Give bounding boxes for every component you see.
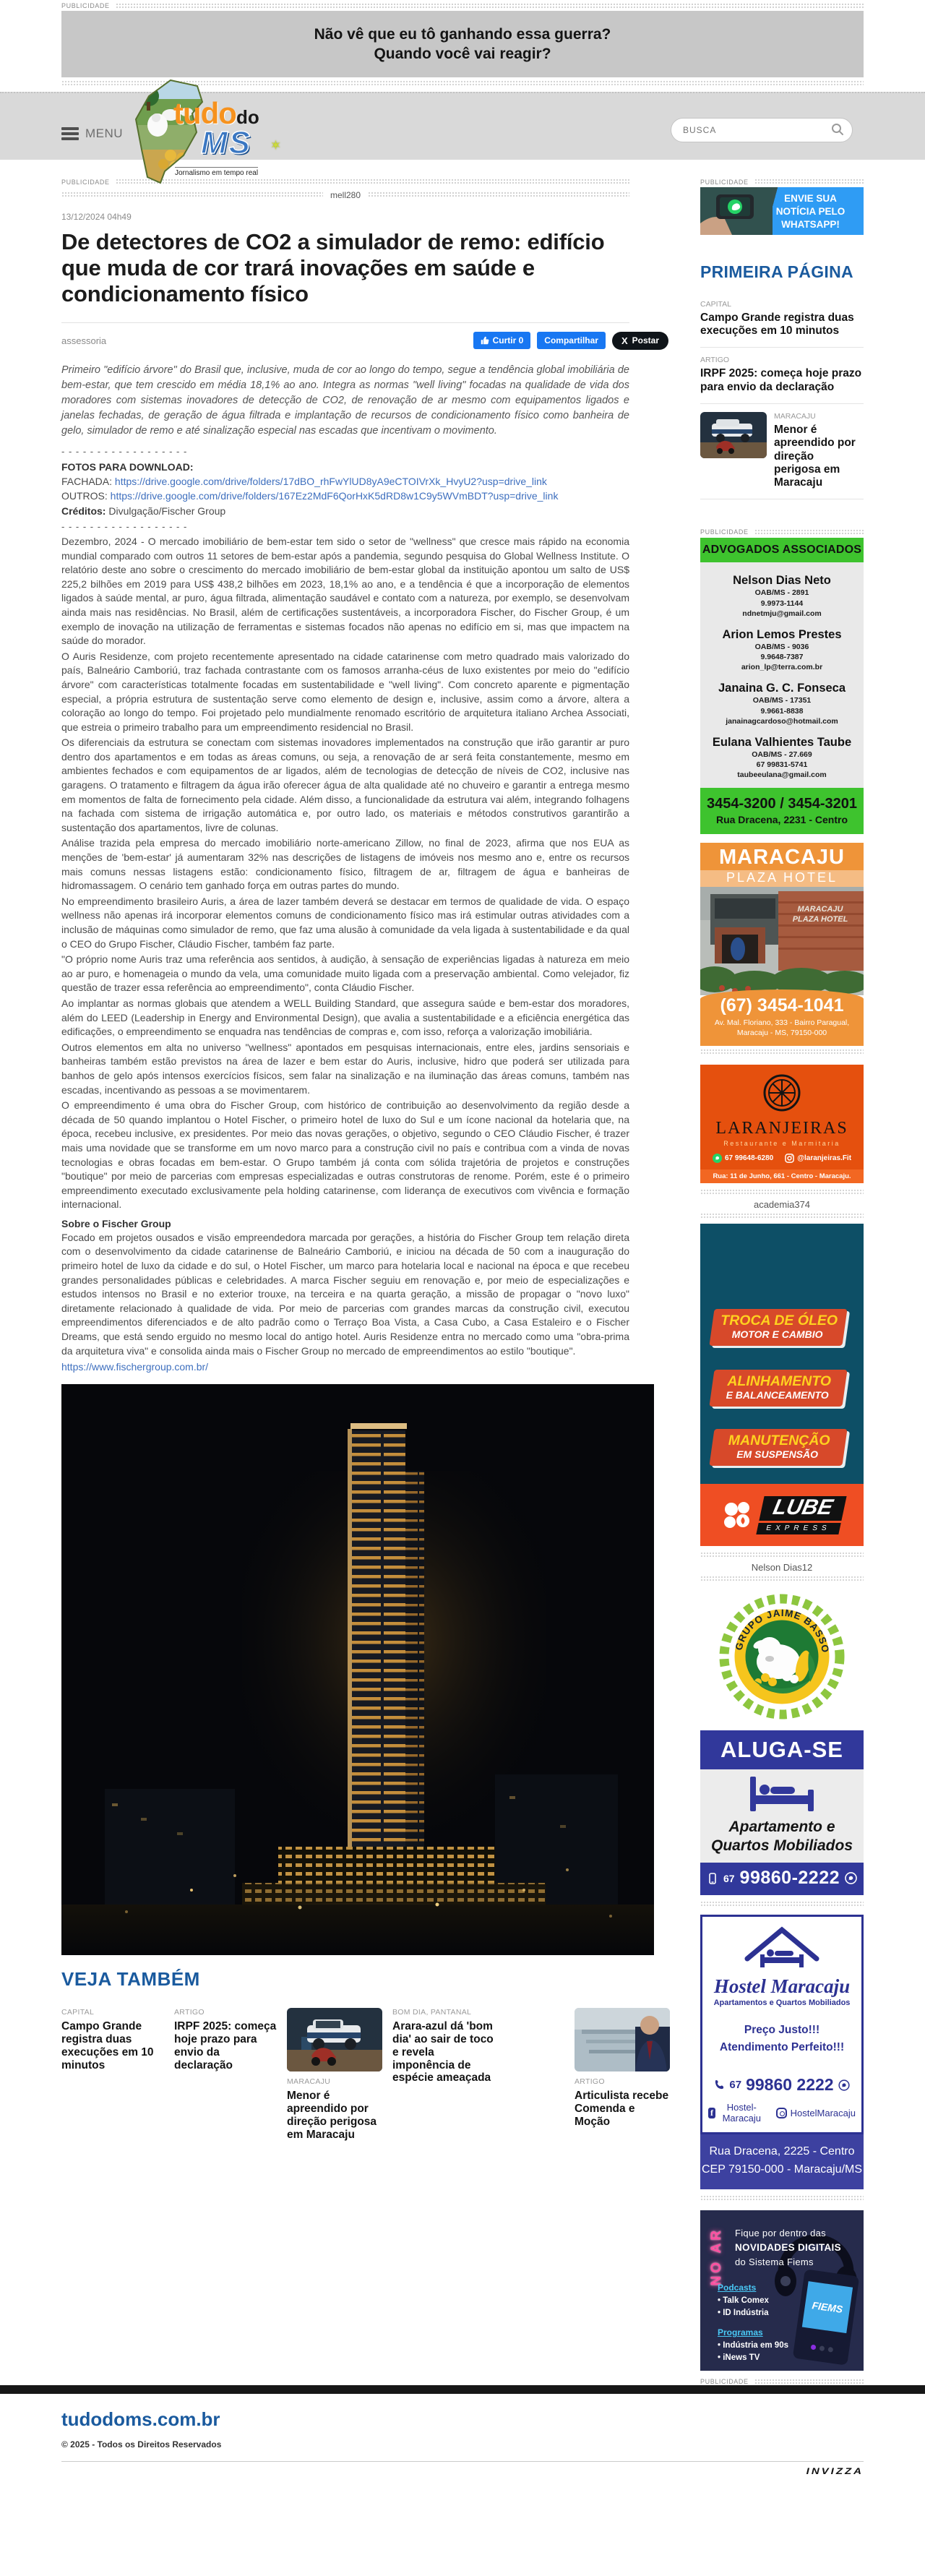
news-thumbnail-police [700, 412, 767, 458]
footer-site-link[interactable]: tudodoms.com.br [61, 2408, 220, 2430]
dotted-strip [700, 1576, 864, 1582]
sidebar-publicidade-label [700, 179, 864, 186]
article-title: De detectores de CO2 a simulador de remo: edifício que muda de cor trará inovações em saúde e condicionamento físico [61, 228, 605, 307]
lawyer-entry: Eulana Valhientes Taube OAB/MS - 27.669 67 99831-5741 taubeeulana@gmail.com [712, 735, 852, 780]
share-button[interactable] [537, 332, 606, 349]
search-input[interactable] [671, 118, 853, 142]
article-paragraph: Dezembro, 2024 - O mercado imobiliário de bem-estar tem sido o setor de "wellness" que cresce mais rápido na economia mundial comparado com outros 11 setores de bem-estar após a pandemia, segundo pesquisa do Global Wellness Institute. O relatório deste ano sobre o crescimento do mercado imobiliário de bem-estar global da instituição apontou um salto de US$ 225,2 bilhões em 2019 para US$ 438,2 bilhões em 2023, 18,1% ao ano, e a tendência é que a incorporação de elementos ligados à saúde mental, ar puro, água filtrada, alimentação saudável e contato com a natureza, por exemplo, se desenvolvam ainda mais nas residências. No Brasil, além de certificações sustentáveis, a incorporadora Fischer, do Fischer Group, é um exemplo de inovação na utilização de ferramentas e sistemas focados não apenas no edifício em si, mas que impactem na saúde do morador. [61, 535, 629, 647]
article-paragraph: O empreendimento é uma obra do Fischer Group, com histórico de contribuição ao desenvolvimento da região desde a década de 50 quando implantou o Hotel Fischer, o primeiro hotel de luxo do Sul e um ícone nacional da hotelaria que, na época, recebeu inclusive, ex presidentes. Por meio das novas gerações, o objetivo, segundo o CEO Cláudio Fischer, é trazer mais uma novidade que se transforme em um novo marco para a construção civil no país e contribua com a vinda de novas tecnologias e obras focadas em bem-estar. O Grupo também já conta com sólida trajetória de projetos e construções "boutique" por meio de parcerias com empresas especializadas e outras construtoras de renome. Porém, este é o primeiro empreendimento executado exclusivamente pela holding catarinense, com liderança de executivos com vivência e formação internacional. [61, 1099, 629, 1211]
sidebar-publicidade-label [700, 2378, 864, 2385]
whatsapp-icon [713, 1154, 722, 1163]
aluga-line2: Quartos Mobiliados [710, 1837, 853, 1855]
lawyer-entry: Arion Lemos Prestes OAB/MS - 9036 9.9648-7387 arion_lp@terra.com.br [722, 627, 842, 672]
article-byline: assessoria [61, 335, 107, 346]
ad-slot-label: mell280 [330, 189, 361, 200]
page-footer [0, 2385, 925, 2576]
news-title: Menor é apreendido por direção perigosa em Maracaju [774, 424, 856, 489]
lube-subtitle: EXPRESS [757, 1522, 841, 1534]
footer-black-bar [0, 2385, 925, 2394]
hostel-phone-row: 67 99860 2222 [708, 2075, 856, 2095]
sidebar-news-item[interactable] [700, 292, 864, 348]
advogados-contact: 3454-3200 / 3454-3201 Rua Dracena, 2231 - Centro [700, 788, 864, 834]
separator: - - - - - - - - - - - - - - - - - - [61, 445, 188, 457]
footer-copyright: © 2025 - Todos os Direitos Reservados [61, 2439, 222, 2450]
auto-banner-suspensao: MANUTENÇÃO EM SUSPENSÃO [709, 1429, 847, 1466]
sidebar-news-item[interactable] [700, 404, 864, 499]
phone-graphic: FIEMS [793, 2269, 860, 2365]
logo-tudo-text: tudo [173, 96, 236, 130]
hamburger-icon [61, 127, 79, 140]
divider [61, 322, 629, 323]
article-paragraph: Os diferenciais da estrutura se conectam com sistemas inovadores implementados na construção que irão garantir ar puro dentro dos apartamentos e em todas as áreas comuns, ou seja, a renovação de ar será feita constantemente, mesmo em ambientes fechados e com equipamentos de ar ligados, além de tecnologias de detecção de níveis de CO2, inclusive nas garagens. O tratamento e filtragem da água irão oferecer água de alta qualidade até no chuveiro e garantir a entrega mesmo em momentos de falta de fornecimento pela cidade. Além disso, a funcionalidade da estrutura vai além, integrando folhagens na fachada com sistema de irrigação automática e, por outro lado, os materiais e métodos construtivos garantirão a sustentação dos apartamentos, livre de colunas. [61, 737, 629, 833]
dotted-strip [700, 2195, 864, 2202]
hotel-subtitle: PLAZA HOTEL [700, 870, 864, 887]
fiems-podcasts: Podcasts • Talk Comex • ID Indústria [718, 2283, 769, 2318]
hotel-phone: (67) 3454-1041 [720, 995, 844, 1016]
top-ad-region [61, 0, 864, 87]
dotted-strip [700, 1049, 864, 1055]
card-label: ARTIGO [575, 2077, 605, 2087]
news-title: IRPF 2025: começa hoje prazo para envio da declaração [700, 367, 862, 393]
related-card[interactable] [174, 2008, 277, 2071]
publicidade-text: PUBLICIDADE [700, 2378, 749, 2385]
share-label: Compartilhar [544, 335, 598, 346]
credits-label: Créditos: [61, 505, 106, 517]
credits-value: Divulgação/Fischer Group [108, 505, 226, 517]
dotted-strip [61, 192, 323, 198]
related-card[interactable] [392, 2008, 495, 2085]
plaza-hotel-ad[interactable] [700, 843, 864, 1046]
dotted-strip [700, 1189, 864, 1195]
no-ar-label: NO AR [709, 2228, 724, 2286]
aluga-se-ad[interactable] [700, 1730, 864, 1896]
article-about-paragraph: Focado em projetos ousados e visão empreendedora marcada por gerações, a história do Fischer Group tem relação direta com o desenvolvimento da cidade catarinense de Balneário Camboriú, e iniciou na década de 50 com a inauguração do primeiro hotel de luxo da cidade e do sul, o Hotel Fischer, um marco para hotelaria local e nacional na época e que recebeu grandes personalidades públicas e celebridades. A marca Fischer seguiu em renovação e, por meio de especializações e estudos intensos no Brasil e no exterior trouxe, na terceira e na quarta geração, a missão de propagar o "novo luxo" diretamente relacionado à qualidade de vida. Por meio de parcerias com grandes marcas da construção civil, executou empreendimentos diferenciados e de alto padrão como o Terraço Boa Vista, a Casa Cubo, a Casa Estaleiro e o Fischer Dreams, que está sendo erguido no mesmo local do antigo hotel. Auris Residenze entra no mercado como uma "obra-prima da arquitetura viva" e consolida ainda mais o Fischer Group no mercado de empreendimentos ao estilo "boutique". [61, 1231, 629, 1357]
facebook-icon: f [708, 2108, 715, 2118]
hotel-address: Av. Mal. Floriano, 333 - Bairro Paragual, Maracaju - MS, 79150-000 [714, 1018, 850, 1038]
publicidade-text: PUBLICIDADE [61, 178, 110, 186]
news-title: Campo Grande registra duas execuções em 10 minutos [700, 311, 854, 338]
auto-banner-oleo: TROCA DE ÓLEO MOTOR E CAMBIO [709, 1309, 847, 1346]
download-outros [61, 489, 629, 503]
menu-label: MENU [85, 126, 124, 140]
laranjeiras-subtitle: Restaurante e Marmitaria [723, 1139, 840, 1147]
thumb-up-icon [481, 336, 489, 345]
top-ad-banner[interactable] [61, 11, 864, 77]
hotel-name: MARACAJU [719, 845, 845, 869]
svg-text:GRUPO JAIME BASSO: GRUPO JAIME BASSO [733, 1607, 831, 1654]
whatsapp-banner[interactable] [700, 187, 864, 235]
card-title: Menor é apreendido por direção perigosa em Maracaju [287, 2090, 377, 2141]
phone-icon [707, 1873, 718, 1884]
dotted-strip [754, 2379, 864, 2385]
logo-tagline: Jornalismo em tempo real [175, 167, 258, 177]
card-label: CAPITAL [61, 2008, 95, 2017]
grupo-jaime-basso-ad[interactable] [700, 1587, 864, 1729]
top-ad-line1: Não vê que eu tô ganhando essa guerra? [314, 25, 611, 43]
invizza-logo[interactable]: INVIZZA [806, 2466, 864, 2477]
dotted-strip [700, 1901, 864, 1907]
laranjeiras-address: Rua: 11 de Junho, 661 - Centro - Maracaju. [700, 1169, 864, 1183]
share-row [61, 332, 668, 350]
fachada-link[interactable]: https://drive.google.com/drive/folders/17dBO_rhFwYlUD8yA9eCTOIVrXk_HvyU2?usp=drive_link [114, 476, 547, 488]
card-thumbnail-police [287, 2008, 382, 2071]
site-header [0, 92, 925, 177]
article-image [61, 1384, 654, 1955]
advogados-heading: ADVOGADOS ASSOCIADOS [700, 538, 864, 562]
article-paragraph: Outros elementos em alta no universo "wellness" apontados em pesquisas internacionais, entre eles, jardins sensoriais e banheiras também estão previstos na área de lazer e bem estar do Auris, inclusive, hidro que poderá ser utilizada para banhos de gelo após intensos exercícios físicos, sem falar na sinalização e na iluminação das áreas comuns, também nas escadas, incentivando as pessoas a se movimentarem. [61, 1041, 629, 1096]
lube-name: LUBE [760, 1496, 847, 1521]
separator: - - - - - - - - - - - - - - - - - - [61, 520, 188, 532]
sidebar-publicidade-label [700, 528, 864, 536]
ad-slot-nelson-dias: Nelson Dias12 [751, 1561, 813, 1573]
fachada-label: FACHADA: [61, 476, 113, 488]
instagram-icon [785, 1154, 794, 1163]
primeira-pagina-heading: PRIMEIRA PÁGINA [700, 262, 853, 281]
dotted-strip [754, 179, 864, 185]
fiems-programas: Programas • Indústria em 90s • iNews TV [718, 2327, 788, 2363]
fiems-ad[interactable] [700, 2210, 864, 2371]
x-logo-icon: X [621, 335, 628, 346]
dotted-strip [700, 1552, 864, 1558]
article-lead: Primeiro "edifício árvore" do Brasil que, inclusive, muda de cor ao longo do tempo, segue a tendência global imobiliária de bem-estar, que tem crescido em média 18,1% ao ano. Integra as normas "well living" focadas na qualidade de vida dos moradores com sistemas inovadores de detecção de CO2, de renovação de ar mesmo com equipamentos ligados e janelas fechadas, de geração de água filtrada e implantação de recursos de condicionamento físico como banheira de gelo, simulador de remo e até sinalização especial nas escadas que incentivam o movimento. [61, 364, 629, 437]
site-logo[interactable] [129, 77, 295, 186]
top-publicidade-label [61, 2, 864, 9]
dotted-strip [368, 192, 629, 198]
ad-slot-mell280 [61, 190, 629, 200]
credits-line [61, 504, 629, 518]
fiems-headline: Fique por dentro das NOVIDADES DIGITAIS do Sistema Fiems [735, 2228, 841, 2267]
sidebar [700, 179, 864, 2385]
sidebar-news-item[interactable] [700, 348, 864, 404]
hand-phone-graphic [700, 187, 773, 235]
dotted-strip [754, 529, 864, 536]
whatsapp-banner-text: ENVIE SUA NOTÍCIA PELO WHATSAPP! [775, 192, 846, 230]
download-fachada [61, 474, 629, 489]
aluga-phone-row: 67 99860-2222 [700, 1863, 864, 1895]
aluga-se-heading: ALUGA-SE [700, 1730, 864, 1769]
search-area [671, 118, 853, 142]
hostel-social-row: f Hostel-Maracaju HostelMaracaju [708, 2102, 856, 2124]
like-label: Curtir 0 [492, 335, 524, 346]
article-subheading: Sobre o Fischer Group [61, 1217, 171, 1229]
hostel-tagline: Preço Justo!!! Atendimento Perfeito!!! [719, 2024, 845, 2054]
auto-services-ad[interactable] [700, 1224, 864, 1484]
card-title: Arara-azul dá 'bom dia' ao sair de toco e revela imponência de espécie ameaçada [392, 2020, 494, 2085]
auto-banner-alinhamento: ALINHAMENTO E BALANCEAMENTO [709, 1370, 847, 1407]
divider [61, 2461, 864, 2462]
card-label: ARTIGO [174, 2008, 205, 2017]
hostel-subtitle: Apartamentos e Quartos Mobiliados [713, 1998, 851, 2008]
menu-button[interactable] [61, 126, 123, 141]
publicidade-text: PUBLICIDADE [700, 528, 749, 536]
publicidade-text: PUBLICIDADE [700, 178, 749, 186]
article-column [61, 178, 669, 2142]
star-icon: ✶ [270, 138, 282, 153]
card-label: MARACAJU [287, 2077, 331, 2087]
instagram-icon [776, 2108, 787, 2118]
news-label: ARTIGO [700, 356, 730, 365]
advogados-ad[interactable] [700, 528, 864, 833]
veja-tambem-section [61, 1968, 741, 2141]
logo-do-text: do [236, 106, 259, 128]
ad-slot-academia374: academia374 [753, 1198, 811, 1210]
lube-blobs-icon [721, 1499, 753, 1531]
aluga-line1: Apartamento e [728, 1818, 835, 1835]
hostel-address-bar: Rua Dracena, 2225 - Centro CEP 79150-000 - Maracaju/MS [700, 2134, 864, 2189]
bed-icon [747, 1774, 817, 1814]
lawyer-entry: Nelson Dias Neto OAB/MS - 2891 9.9973-1144 ndnetmju@gmail.com [733, 574, 831, 618]
hostel-roof-bed-icon [739, 1925, 825, 1970]
card-title: IRPF 2025: começa hoje prazo para envio da declaração [174, 2020, 277, 2071]
publicidade-text: PUBLICIDADE [61, 2, 110, 9]
phone-icon [714, 2079, 725, 2090]
whatsapp-icon [838, 2079, 850, 2091]
svg-text:PLAZA HOTEL: PLAZA HOTEL [792, 914, 848, 924]
laranjeiras-contacts: 67 99648-6280 @laranjeiras.Fit [700, 1154, 864, 1163]
outros-label: OUTROS: [61, 490, 108, 502]
article-paragraph: Ao implantar as normas globais que atendem a WELL Building Standard, que assegura saúde e bem-estar dos moradores, além do LEED (Leadership in Energy and Environmental Design), que avalia a sustentabilidade e a eficiência energética das edificações, o empreendimento se enquadra nas tendências de compras e, com isso, reforça a valorização imobiliária. [61, 997, 629, 1038]
card-title: Campo Grande registra duas execuções em 10 minutos [61, 2020, 154, 2071]
citrus-logo-icon [762, 1073, 801, 1112]
card-label: BOM DIA, PANTANAL [392, 2008, 472, 2017]
related-card[interactable] [61, 2008, 164, 2071]
logo-ms-text: MS [201, 125, 251, 160]
article-date: 13/12/2024 04h49 [61, 211, 132, 222]
dotted-strip [700, 1213, 864, 1219]
outros-link[interactable]: https://drive.google.com/drive/folders/167Ez2MdF6QorHxK5dRD8w1C9y5WVmBDT?usp=drive_link [110, 490, 559, 502]
veja-tambem-heading: VEJA TAMBÉM [61, 1968, 200, 1991]
laranjeiras-name: LARANJEIRAS [715, 1118, 848, 1138]
laranjeiras-ad[interactable] [700, 1065, 864, 1183]
article-paragraph: "O próprio nome Auris traz uma referência aos sentidos, à audição, à sensação de experiências ligadas à natureza em meio ao ar puro, e homenageia o mundo da vela, uma comunidade muito ligada com a preservação ambiental. Como velejador, fiz questão de trazer essa referência ao empreendimento", conta Cláudio Fischer. [61, 953, 629, 994]
news-label: MARACAJU [774, 412, 816, 421]
x-post-button[interactable] [612, 332, 668, 350]
hostel-maracaju-ad[interactable] [700, 1915, 864, 2134]
card-thumbnail-man [575, 2008, 670, 2071]
dotted-strip [116, 3, 864, 9]
news-label: CAPITAL [700, 299, 731, 309]
download-heading: FOTOS PARA DOWNLOAD: [61, 460, 194, 473]
main [0, 160, 925, 2385]
article-paragraph: O Auris Residenze, com projeto recentemente apresentado na cidade catarinense com metro quadrado mais valorizado do país, Balneário Camboriú, traz fachada contrastante com os famosos arranha-céus de luxo existentes por meio do "edifício árvore" com características totalmente focadas em sustentabilidade e "well living". Com concreto aparente e pigmentação especial, a própria estrutura de sustentação serve como elemento de design e, inclusive, assim como a árvore, altera a coloração ao longo do tempo. Foi projetado pelo mundialmente renomado escritório de arquitetura italiano Archea Associati, que estreia o primeiro trabalho para um empreendimento residencial no Brasil. [61, 650, 629, 733]
advogados-list [700, 562, 864, 787]
related-card[interactable] [287, 2008, 382, 2141]
article-paragraph: Análise trazida pela empresa do mercado imobiliário norte-americano Zillow, no final de 2023, afirma que nos EUA as menções de 'bem-estar' já aumentaram 32% nas descrições de listagens de imóveis nos mesmo ano e, entre os recursos mais comuns nessas listagens estão: condicionamento físico, filtragem de ar, filtragem de água e banheiras de hidromassagem. O cenário tem ganhado força em outras partes do mundo. [61, 837, 629, 892]
hotel-photo [700, 887, 864, 995]
card-title: Articulista recebe Comenda e Moção [575, 2090, 669, 2128]
lawyer-entry: Janaina G. C. Fonseca OAB/MS - 17351 9.9661-8838 janainagcardoso@hotmail.com [718, 682, 846, 726]
like-button[interactable] [473, 332, 531, 349]
search-icon[interactable] [831, 123, 844, 136]
article-paragraph: No empreendimento brasileiro Auris, a área de lazer também deverá se destacar em termos de qualidade de vida. O espaço wellness não apenas irá incorporar elementos comuns de condicionamento físico mas irá estimular outras atividades com a inclusão de máquinas como simulador de remo, que faz uma alusão à comunidade da vela ligada à sustentabilidade e da qual o CEO do Grupo Fischer, Cláudio Fischer, também faz parte. [61, 895, 629, 950]
post-label: Postar [632, 335, 659, 346]
svg-text:MARACAJU: MARACAJU [797, 904, 843, 914]
hostel-name: Hostel Maracaju [713, 1975, 851, 1998]
top-ad-line2: Quando você vai reagir? [374, 46, 551, 62]
related-card[interactable] [575, 2008, 670, 2128]
fischergroup-link[interactable]: https://www.fischergroup.com.br/ [61, 1361, 209, 1373]
whatsapp-icon [845, 1872, 857, 1884]
lube-express-ad[interactable] [700, 1484, 864, 1546]
